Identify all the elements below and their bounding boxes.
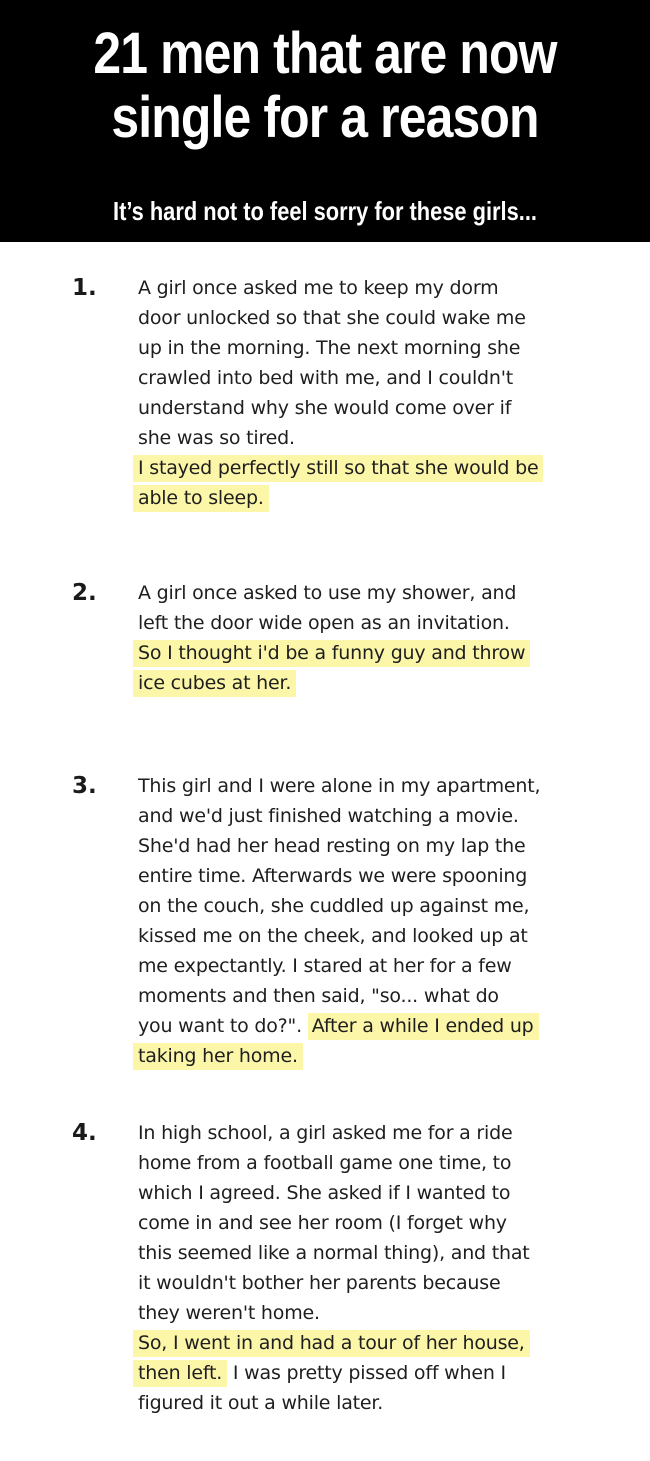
story-text [138,273,638,513]
highlighted-punchline: I stayed perfectly still so that she would be [133,455,543,482]
text-line: it wouldn't bother her parents because [138,1272,501,1294]
text-line: home from a football game one time, to [138,1152,512,1174]
header-banner [0,0,650,242]
highlighted-punchline: taking her home. [133,1043,303,1070]
text-line: and we'd just finished watching a movie. [138,805,519,827]
text-line: she was so tired. [138,427,295,449]
text-line: up in the morning. The next morning she [138,337,521,359]
text-line [138,453,638,483]
text-line [138,638,638,668]
story-text [138,578,638,698]
text-line: A girl once asked to use my shower, and [138,582,517,604]
highlighted-punchline: able to sleep. [133,485,269,512]
text-line: on the couch, she cuddled up against me, [138,895,530,917]
text-line: this seemed like a normal thing), and that [138,1242,530,1264]
page-title [46,22,605,150]
item-number: 4. [72,1120,97,1146]
item-number: 3. [72,773,97,799]
text-line: then left. I was pretty pissed off when I [138,1358,638,1388]
text-line [138,668,638,698]
story-text [138,1118,638,1418]
text-line: figured it out a while later. [138,1392,384,1414]
highlighted-punchline: So, I went in and had a tour of her house, [133,1330,530,1357]
text-line: which I agreed. She asked if I wanted to [138,1182,511,1204]
text-line [138,483,638,513]
text-line: me expectantly. I stared at her for a few [138,955,512,977]
text-line: entire time. Afterwards we were spooning [138,865,528,887]
text-line: moments and then said, "so... what do [138,985,499,1007]
text-line: In high school, a girl asked me for a ride [138,1122,513,1144]
page-subtitle: It’s hard not to feel sorry for these girls... [113,196,537,226]
highlighted-punchline: then left. [133,1360,227,1387]
text-line [138,1041,638,1071]
highlighted-punchline: So I thought i'd be a funny guy and throw [133,640,530,667]
text-line: they weren't home. [138,1302,320,1324]
text-line: left the door wide open as an invitation. [138,612,510,634]
title-line-2: single for a reason [111,85,539,150]
text-line: you want to do?". After a while I ended up [138,1011,638,1041]
text-line: A girl once asked me to keep my dorm [138,277,499,299]
text-line: understand why she would come over if [138,397,512,419]
highlighted-punchline: ice cubes at her. [133,670,296,697]
text-line [138,1328,638,1358]
text-line: This girl and I were alone in my apartment, [138,775,541,797]
item-number: 1. [72,275,97,301]
story-text [138,771,638,1071]
text-line: door unlocked so that she could wake me [138,307,526,329]
text-line: She'd had her head resting on my lap the [138,835,526,857]
highlighted-punchline: After a while I ended up [308,1013,539,1040]
text-line: kissed me on the cheek, and looked up at [138,925,528,947]
text-line: crawled into bed with me, and I couldn't [138,367,514,389]
title-line-1: 21 men that are now [93,21,557,86]
text-line: come in and see her room (I forget why [138,1212,507,1234]
item-number: 2. [72,580,97,606]
